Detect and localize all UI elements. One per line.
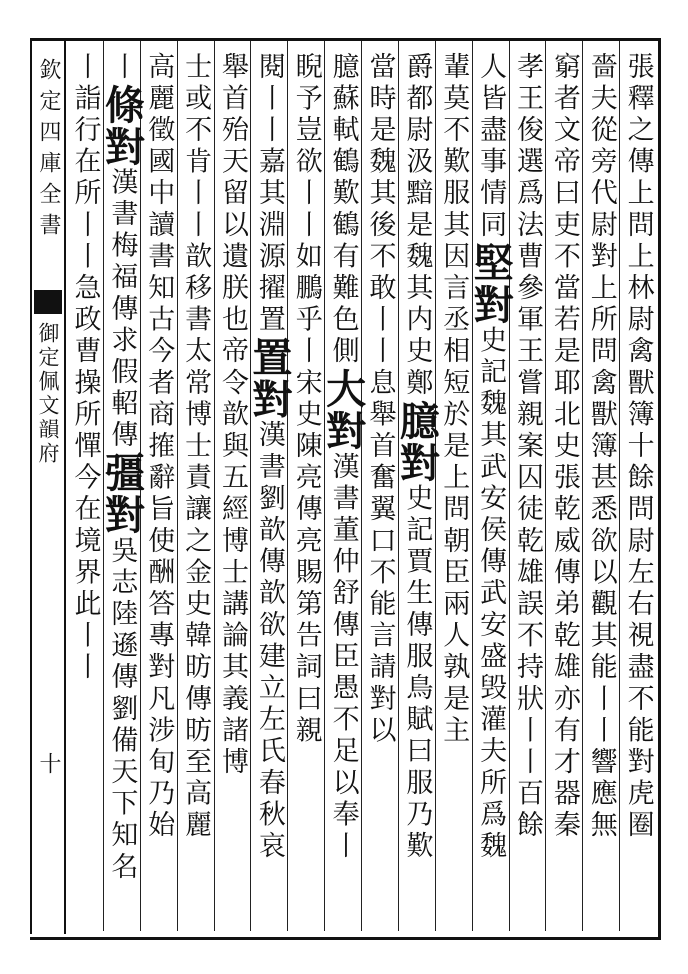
- column-text: 臆蘇軾鶴歎鶴有難色側: [327, 52, 359, 368]
- column-text: 嗇夫從旁代尉對上所問禽獸簿甚悉欲以觀其能丨丨響應無: [585, 52, 617, 842]
- column-text: 士或不肯丨丨歆移書太常博士責讓之金史韓昉傳昉至高麗: [180, 52, 212, 842]
- text-column: [98, 52, 146, 932]
- column-text: 孝王俊選爲法曹參軍王嘗親案囚徒乾雄誤不持狀丨丨百餘: [511, 52, 543, 842]
- column-text: 息舉首奮翼口不能言請對以: [364, 368, 396, 748]
- column-text: 高麗徵國中讀書知古今者商搉辭旨使酬答專對凡涉旬乃始: [143, 52, 175, 842]
- entry-heading: 彊對: [98, 452, 146, 537]
- text-column: [507, 52, 547, 932]
- column-text: 史記魏其武安侯傳武安盛毁灌夫所爲魏: [475, 325, 507, 863]
- text-column: [319, 52, 367, 932]
- column-text: 舉首殆天留以遺朕也: [216, 52, 248, 337]
- column-text: 漢書梅福傳求假軺傳: [106, 167, 138, 453]
- column-text: 當時是魏其後不敢丨丨: [364, 52, 396, 368]
- column-text: 張釋之傳上問上林尉禽獸簿十餘問尉左右視盡不能對虎圈: [622, 52, 654, 842]
- entry-heading: 臆對: [393, 399, 441, 484]
- margin-volume-title: 御定佩文韻府: [36, 322, 60, 466]
- entry-heading: 置對: [245, 336, 293, 421]
- entry-heading: 堅對: [467, 241, 515, 326]
- column-text: 漢書劉歆傳歆欲建立左氏春秋哀: [253, 420, 285, 863]
- text-column: [175, 52, 215, 932]
- text-column: [286, 52, 326, 932]
- column-text: 丨: [106, 52, 138, 84]
- column-text: 人皆盡事情同: [475, 52, 507, 242]
- column-text: 曹操所憚今在境界此丨丨: [69, 336, 101, 685]
- text-column: [212, 52, 252, 932]
- text-column: [245, 52, 293, 932]
- column-text: 爵都尉汲黯是魏其内史鄭: [401, 52, 433, 400]
- column-text: 其因言丞相短於是上問朝臣兩人孰是主: [438, 210, 470, 748]
- column-text: 史記賈生傳服鳥賦曰服乃歎: [401, 483, 433, 863]
- column-text: 輩莫不歎服: [438, 52, 470, 210]
- entry-heading: 條對: [98, 83, 146, 168]
- column-text: 丨宋史陳亮傳亮賜第告詞曰親: [290, 336, 322, 748]
- fishtail-block: [34, 290, 62, 314]
- entry-heading: 大對: [319, 368, 367, 452]
- text-column: [467, 52, 515, 932]
- margin-page-number: 十: [36, 752, 61, 774]
- text-column: [433, 52, 473, 932]
- column-text: 閱丨丨嘉其淵源擢置: [253, 52, 285, 337]
- column-text: 睨予豈欲丨丨如鵬乎: [290, 52, 322, 337]
- text-column: [359, 52, 399, 932]
- column-text: 丨詣行在所丨丨急政: [69, 52, 101, 337]
- text-column: [618, 52, 658, 932]
- column-text: 帝令歆與五經博士講論其義諸博: [216, 336, 248, 779]
- text-column: [544, 52, 584, 932]
- column-text: 漢書董仲舒傳臣愚不足以奉丨: [327, 452, 359, 863]
- column-text: 窮者文帝曰吏不當若是耶北史張乾威傳弟乾雄亦有才器秦: [548, 52, 580, 842]
- text-column: [64, 52, 104, 932]
- text-column: [581, 52, 621, 932]
- margin-book-title: 欽定四庫全書: [36, 58, 61, 244]
- column-text: 吳志陸遜傳劉備天下知名: [106, 536, 138, 884]
- text-column: [393, 52, 441, 932]
